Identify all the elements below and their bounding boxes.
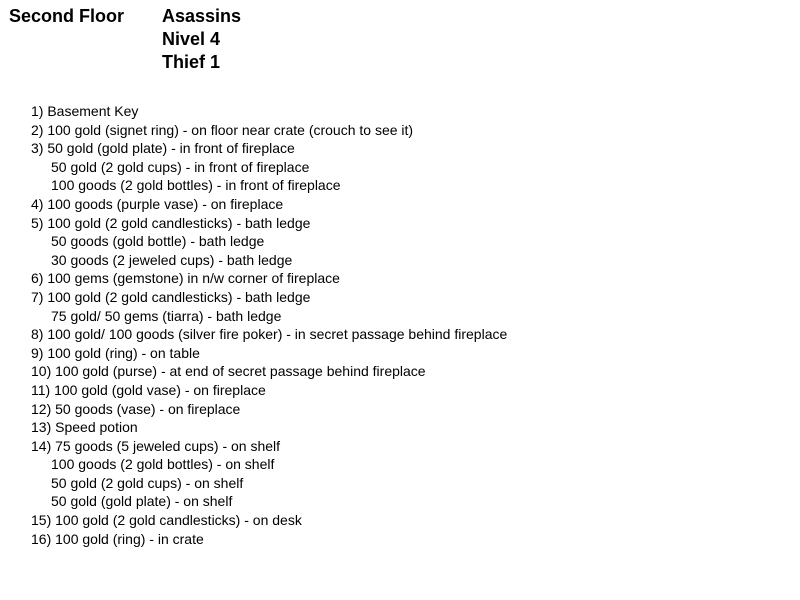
loot-sub-item: 50 gold (2 gold cups) - on shelf xyxy=(51,474,244,491)
loot-sub-item: 50 goods (gold bottle) - bath ledge xyxy=(51,233,265,250)
loot-sub-item: 50 gold (2 gold cups) - in front of fireplace xyxy=(51,158,310,175)
loot-item: 15) 100 gold (2 gold candlesticks) - on desk xyxy=(31,512,302,529)
loot-sub-item: 100 goods (2 gold bottles) - in front of fireplace xyxy=(51,177,341,194)
loot-item: 2) 100 gold (signet ring) - on floor near crate (crouch to see it) xyxy=(31,121,414,138)
loot-item: 14) 75 goods (5 jeweled cups) - on shelf xyxy=(31,437,281,454)
loot-item: 10) 100 gold (purse) - at end of secret passage behind fireplace xyxy=(31,363,426,380)
difficulty-label: Thief 1 xyxy=(162,52,221,72)
loot-item: 4) 100 goods (purple vase) - on fireplace xyxy=(31,195,284,212)
loot-sub-item: 50 gold (gold plate) - on shelf xyxy=(51,493,233,510)
loot-item: 6) 100 gems (gemstone) in n/w corner of fireplace xyxy=(31,270,340,287)
mission-level: Nivel 4 xyxy=(162,29,221,49)
mission-name: Asassins xyxy=(162,6,242,26)
loot-item: 8) 100 gold/ 100 goods (silver fire poker) - in secret passage behind fireplace xyxy=(31,326,508,343)
loot-item: 1) Basement Key xyxy=(31,103,139,119)
loot-list xyxy=(31,102,507,548)
loot-item: 5) 100 gold (2 gold candlesticks) - bath ledge xyxy=(31,214,311,231)
loot-item: 12) 50 goods (vase) - on fireplace xyxy=(31,400,241,417)
mission-header xyxy=(162,5,241,74)
loot-sub-item: 30 goods (2 jeweled cups) - bath ledge xyxy=(51,251,293,268)
loot-item: 9) 100 gold (ring) - on table xyxy=(31,344,200,361)
loot-sub-item: 75 gold/ 50 gems (tiarra) - bath ledge xyxy=(51,307,282,324)
loot-item: 3) 50 gold (gold plate) - in front of fireplace xyxy=(31,140,295,157)
loot-sub-item: 100 goods (2 gold bottles) - on shelf xyxy=(51,456,275,473)
loot-item: 16) 100 gold (ring) - in crate xyxy=(31,530,204,547)
loot-item: 13) Speed potion xyxy=(31,419,138,436)
loot-item: 7) 100 gold (2 gold candlesticks) - bath ledge xyxy=(31,288,311,305)
floor-title: Second Floor xyxy=(9,6,125,26)
loot-item: 11) 100 gold (gold vase) - on fireplace xyxy=(31,381,266,398)
